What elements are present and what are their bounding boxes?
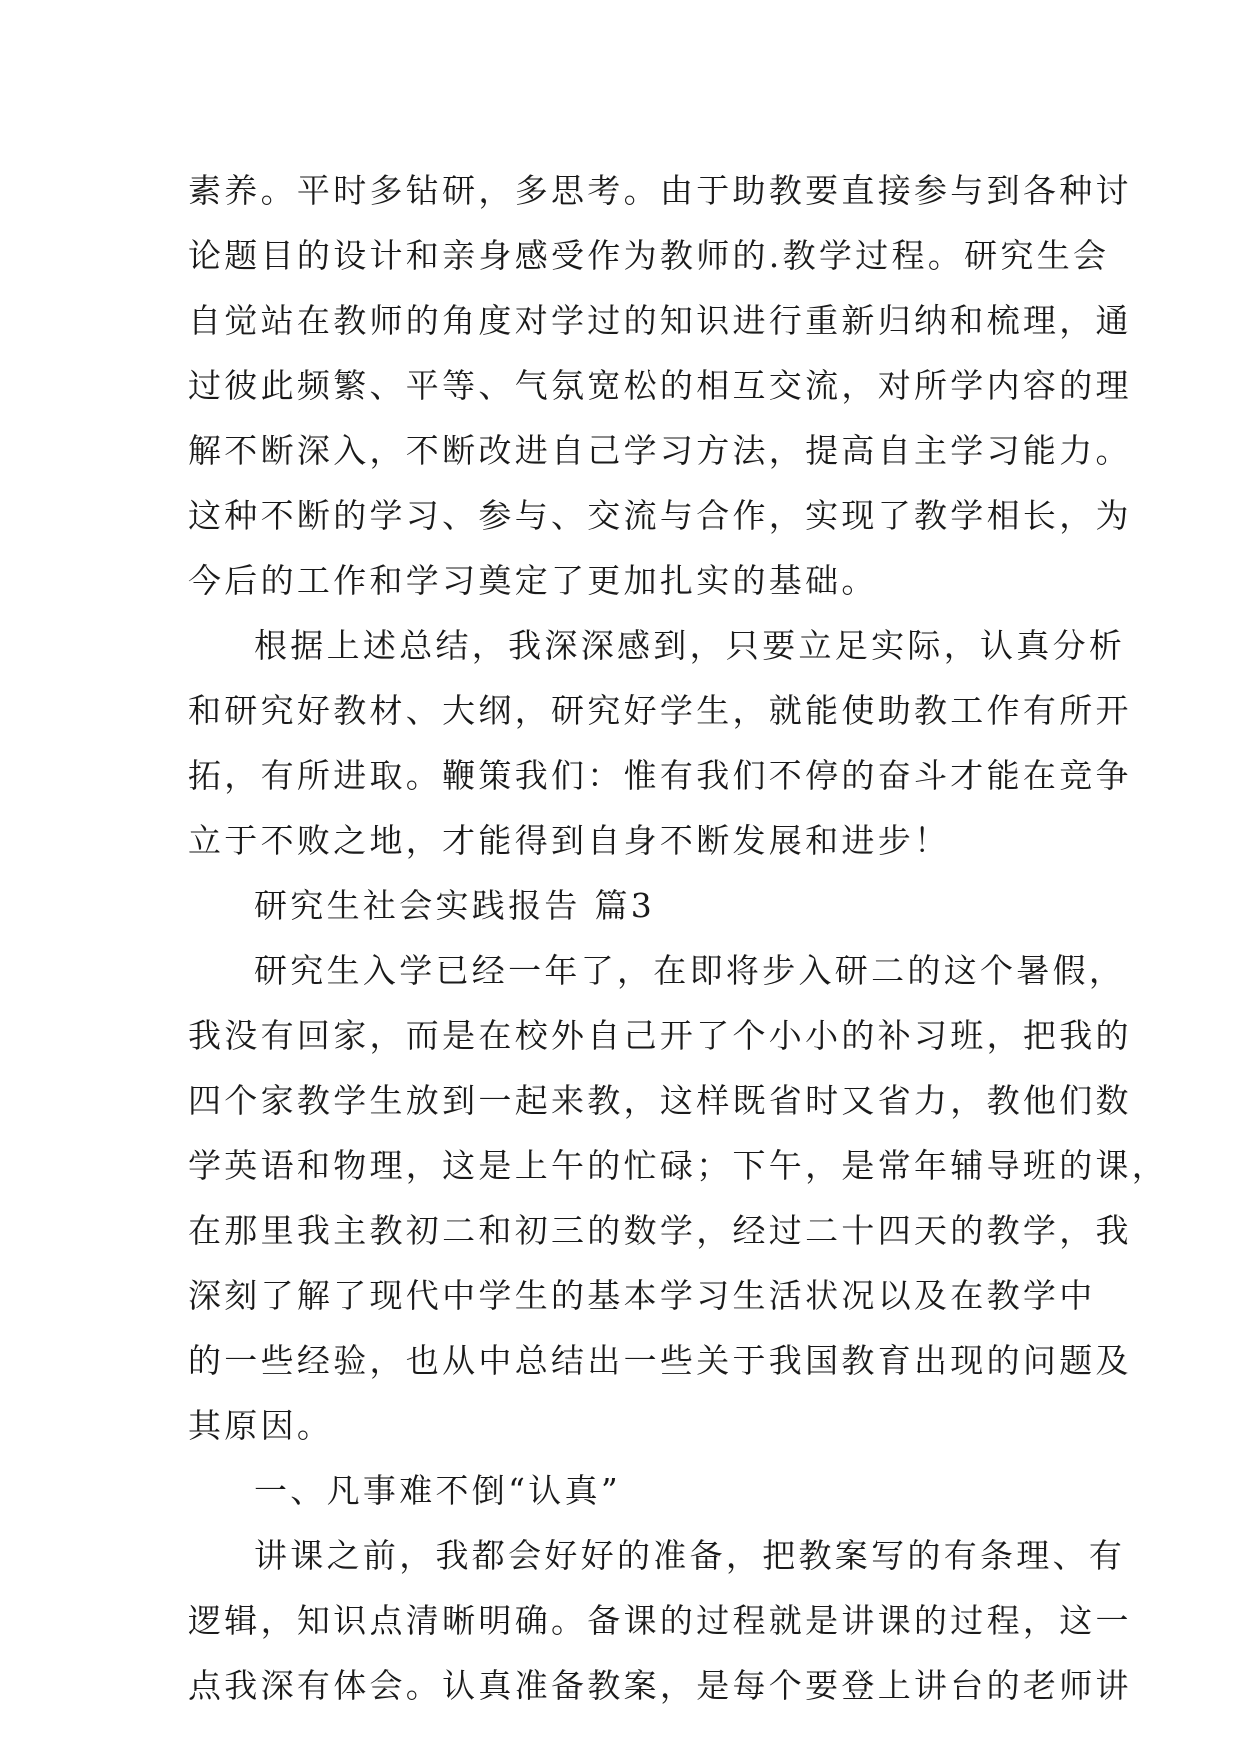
text-line: 学英语和物理，这是上午的忙碌；下午，是常年辅导班的课， bbox=[188, 1146, 1169, 1185]
text-line: 立于不败之地，才能得到自身不断发展和进步！ bbox=[188, 821, 951, 860]
paragraph bbox=[188, 938, 1169, 1458]
text-line: 四个家教学生放到一起来教，这样既省时又省力，教他们数 bbox=[188, 1081, 1132, 1120]
text-line: 拓，有所进取。鞭策我们：惟有我们不停的奋斗才能在竞争 bbox=[188, 756, 1132, 795]
text-line: 论题目的设计和亲身感受作为教师的.教学过程。研究生会 bbox=[188, 236, 1110, 275]
section-heading bbox=[188, 873, 1058, 938]
document-page bbox=[188, 158, 1169, 1718]
text-line: 的一些经验，也从中总结出一些关于我国教育出现的问题及 bbox=[188, 1341, 1132, 1380]
text-line: 过彼此频繁、平等、气氛宽松的相互交流，对所学内容的理 bbox=[188, 366, 1132, 405]
text-line: 其原因。 bbox=[188, 1406, 334, 1445]
text-line: 逻辑，知识点清晰明确。备课的过程就是讲课的过程，这一 bbox=[188, 1601, 1132, 1640]
text-line: 在那里我主教初二和初三的数学，经过二十四天的教学，我 bbox=[188, 1211, 1132, 1250]
text-line: 讲课之前，我都会好好的准备，把教案写的有条理、有 bbox=[254, 1536, 1126, 1575]
paragraph bbox=[188, 158, 1132, 613]
sub-heading-text: 一、凡事难不倒“认真” bbox=[254, 1471, 622, 1510]
paragraph bbox=[188, 1523, 1132, 1718]
text-line: 素养。平时多钻研，多思考。由于助教要直接参与到各种讨 bbox=[188, 171, 1132, 210]
text-line: 自觉站在教师的角度对学过的知识进行重新归纳和梳理，通 bbox=[188, 301, 1132, 340]
text-line: 点我深有体会。认真准备教案，是每个要登上讲台的老师讲 bbox=[188, 1666, 1132, 1705]
text-line: 这种不断的学习、参与、交流与合作，实现了教学相长，为 bbox=[188, 496, 1132, 535]
text-line: 根据上述总结，我深深感到，只要立足实际，认真分析 bbox=[254, 626, 1126, 665]
text-line: 解不断深入，不断改进自己学习方法，提高自主学习能力。 bbox=[188, 431, 1132, 470]
text-line: 研究生入学已经一年了，在即将步入研二的这个暑假， bbox=[254, 951, 1126, 990]
text-line: 和研究好教材、大纲，研究好学生，就能使助教工作有所开 bbox=[188, 691, 1132, 730]
text-line: 我没有回家，而是在校外自己开了个小小的补习班，把我的 bbox=[188, 1016, 1132, 1055]
text-line: 深刻了解了现代中学生的基本学习生活状况以及在教学中 bbox=[188, 1276, 1096, 1315]
section-title: 研究生社会实践报告 篇3 bbox=[254, 886, 656, 925]
sub-heading bbox=[188, 1458, 1058, 1523]
paragraph bbox=[188, 613, 1132, 873]
text-line: 今后的工作和学习奠定了更加扎实的基础。 bbox=[188, 561, 878, 600]
